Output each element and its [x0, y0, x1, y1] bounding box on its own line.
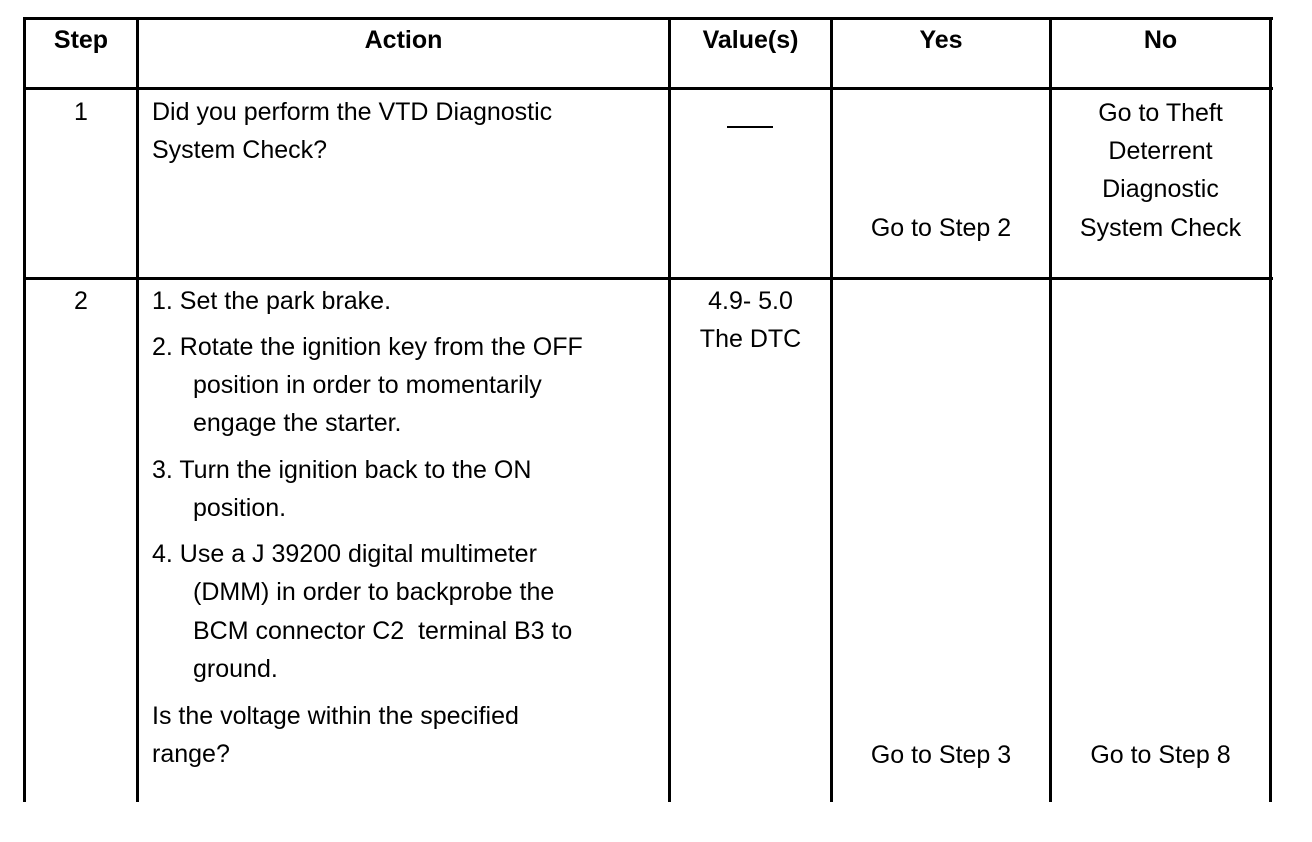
- row2-item2-line2: position in order to momentarily: [193, 371, 542, 399]
- header-action: Action: [364, 26, 443, 54]
- col-divider-values-yes: [830, 17, 833, 802]
- row2-item4-line1: 4. Use a J 39200 digital multimeter: [152, 540, 537, 568]
- row2-item1-line1: 1. Set the park brake.: [152, 287, 392, 315]
- row2-item4-line2: (DMM) in order to backprobe the: [193, 578, 555, 606]
- table-top-border: [23, 17, 1273, 20]
- row1-no-line4: System Check: [1079, 214, 1242, 242]
- row2-item2-line3: engage the starter.: [193, 409, 402, 437]
- header-no: No: [1143, 26, 1178, 54]
- row2-step: 2: [74, 287, 88, 315]
- row1-values-dash: [671, 98, 830, 136]
- col-divider-step-action: [136, 17, 139, 802]
- header-yes: Yes: [919, 26, 963, 54]
- row2-yes: Go to Step 3: [870, 741, 1012, 769]
- row1-values-dash-line: [727, 126, 773, 128]
- table-right-border: [1269, 17, 1272, 802]
- header-step: Step: [53, 26, 109, 54]
- row2-item3-line1: 3. Turn the ignition back to the ON: [152, 456, 532, 484]
- row2-item2-line1: 2. Rotate the ignition key from the OFF: [152, 333, 583, 361]
- row2-item4-line3: BCM connector C2 terminal B3 to: [193, 617, 573, 645]
- row2-no: Go to Step 8: [1090, 741, 1231, 769]
- row1-action-line2: System Check?: [152, 136, 328, 164]
- table-left-border: [23, 17, 26, 802]
- row1-bottom-border: [23, 277, 1273, 280]
- row2-item4-line4: ground.: [193, 655, 278, 683]
- row1-no-line1: Go to Theft: [1098, 99, 1223, 127]
- row2-question-line1: Is the voltage within the specified: [152, 702, 519, 730]
- row1-step: 1: [74, 98, 88, 126]
- header-bottom-border: [23, 87, 1273, 90]
- row2-value-line2: The DTC: [699, 325, 802, 353]
- row1-no-line2: Deterrent: [1108, 137, 1213, 165]
- row1-yes: Go to Step 2: [870, 214, 1012, 242]
- row1-action-line1: Did you perform the VTD Diagnostic: [152, 98, 553, 126]
- row2-item3-line2: position.: [193, 494, 287, 522]
- row2-question-line2: range?: [152, 740, 230, 768]
- header-values: Value(s): [702, 26, 799, 54]
- row1-no-line3: Diagnostic: [1102, 175, 1219, 203]
- row2-value-line1: 4.9- 5.0: [708, 287, 793, 315]
